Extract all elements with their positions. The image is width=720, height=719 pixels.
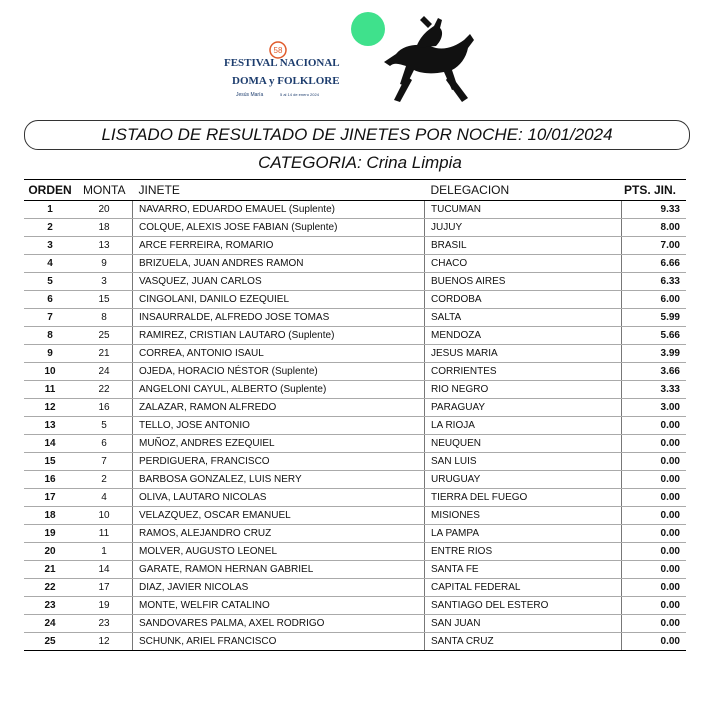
table-header-row xyxy=(24,180,686,201)
cell-orden: 16 xyxy=(24,471,76,489)
table-row xyxy=(24,453,686,471)
cell-monta: 24 xyxy=(76,363,133,381)
cell-monta: 9 xyxy=(76,255,133,273)
cell-puntos: 5.66 xyxy=(622,327,687,345)
cell-jinete: MOLVER, AUGUSTO LEONEL xyxy=(133,543,425,561)
cell-puntos: 0.00 xyxy=(622,615,687,633)
table-row xyxy=(24,309,686,327)
cell-jinete: INSAURRALDE, ALFREDO JOSE TOMAS xyxy=(133,309,425,327)
cell-orden: 24 xyxy=(24,615,76,633)
cell-jinete: ZALAZAR, RAMON ALFREDO xyxy=(133,399,425,417)
cell-delegacion: SANTA FE xyxy=(425,561,622,579)
table-row xyxy=(24,381,686,399)
table-row xyxy=(24,417,686,435)
cell-puntos: 8.00 xyxy=(622,219,687,237)
table-row xyxy=(24,597,686,615)
cell-puntos: 3.00 xyxy=(622,399,687,417)
cell-puntos: 0.00 xyxy=(622,507,687,525)
cell-delegacion: SANTA CRUZ xyxy=(425,633,622,651)
cell-orden: 15 xyxy=(24,453,76,471)
cell-monta: 23 xyxy=(76,615,133,633)
cell-monta: 5 xyxy=(76,417,133,435)
table-row xyxy=(24,543,686,561)
cell-jinete: BARBOSA GONZALEZ, LUIS NERY xyxy=(133,471,425,489)
cell-puntos: 0.00 xyxy=(622,471,687,489)
cell-delegacion: MISIONES xyxy=(425,507,622,525)
festival-logo xyxy=(222,38,352,108)
cell-delegacion: BUENOS AIRES xyxy=(425,273,622,291)
cell-delegacion: URUGUAY xyxy=(425,471,622,489)
rider-on-horse-icon xyxy=(376,14,484,106)
table-row xyxy=(24,345,686,363)
cell-monta: 11 xyxy=(76,525,133,543)
logo-line2: DOMA y FOLKLORE xyxy=(232,75,340,87)
table-row xyxy=(24,435,686,453)
cell-monta: 15 xyxy=(76,291,133,309)
cell-monta: 17 xyxy=(76,579,133,597)
cell-orden: 25 xyxy=(24,633,76,651)
cell-delegacion: CHACO xyxy=(425,255,622,273)
cell-delegacion: CORRIENTES xyxy=(425,363,622,381)
cell-delegacion: NEUQUEN xyxy=(425,435,622,453)
cell-delegacion: CAPITAL FEDERAL xyxy=(425,579,622,597)
cell-puntos: 0.00 xyxy=(622,633,687,651)
cell-puntos: 6.66 xyxy=(622,255,687,273)
cell-jinete: BRIZUELA, JUAN ANDRES RAMON xyxy=(133,255,425,273)
cell-puntos: 0.00 xyxy=(622,525,687,543)
cell-monta: 20 xyxy=(76,201,133,219)
cell-jinete: OJEDA, HORACIO NÉSTOR (Suplente) xyxy=(133,363,425,381)
cell-delegacion: PARAGUAY xyxy=(425,399,622,417)
cell-jinete: SANDOVARES PALMA, AXEL RODRIGO xyxy=(133,615,425,633)
table-row xyxy=(24,255,686,273)
cell-orden: 21 xyxy=(24,561,76,579)
cell-orden: 13 xyxy=(24,417,76,435)
cell-delegacion: CORDOBA xyxy=(425,291,622,309)
cell-orden: 14 xyxy=(24,435,76,453)
cell-orden: 1 xyxy=(24,201,76,219)
cell-orden: 19 xyxy=(24,525,76,543)
table-row xyxy=(24,471,686,489)
cell-jinete: TELLO, JOSE ANTONIO xyxy=(133,417,425,435)
cell-puntos: 7.00 xyxy=(622,237,687,255)
header-puntos: PTS. JIN. xyxy=(622,180,687,201)
cell-orden: 6 xyxy=(24,291,76,309)
cell-jinete: OLIVA, LAUTARO NICOLAS xyxy=(133,489,425,507)
cell-jinete: VASQUEZ, JUAN CARLOS xyxy=(133,273,425,291)
table-row xyxy=(24,615,686,633)
logo-number: 58 xyxy=(273,46,283,55)
header-jinete: JINETE xyxy=(133,180,425,201)
cell-orden: 22 xyxy=(24,579,76,597)
cell-jinete: SCHUNK, ARIEL FRANCISCO xyxy=(133,633,425,651)
cell-orden: 4 xyxy=(24,255,76,273)
table-row xyxy=(24,219,686,237)
cell-puntos: 9.33 xyxy=(622,201,687,219)
cell-monta: 18 xyxy=(76,219,133,237)
cell-orden: 7 xyxy=(24,309,76,327)
cell-orden: 2 xyxy=(24,219,76,237)
cell-jinete: PERDIGUERA, FRANCISCO xyxy=(133,453,425,471)
cell-monta: 8 xyxy=(76,309,133,327)
cell-delegacion: SANTIAGO DEL ESTERO xyxy=(425,597,622,615)
cell-monta: 4 xyxy=(76,489,133,507)
table-row xyxy=(24,291,686,309)
cell-jinete: DIAZ, JAVIER NICOLAS xyxy=(133,579,425,597)
cell-puntos: 0.00 xyxy=(622,435,687,453)
table-row xyxy=(24,273,686,291)
cell-monta: 19 xyxy=(76,597,133,615)
cell-monta: 22 xyxy=(76,381,133,399)
cell-monta: 1 xyxy=(76,543,133,561)
cell-monta: 14 xyxy=(76,561,133,579)
cell-delegacion: LA RIOJA xyxy=(425,417,622,435)
cell-delegacion: SAN JUAN xyxy=(425,615,622,633)
table-row xyxy=(24,237,686,255)
cell-puntos: 0.00 xyxy=(622,561,687,579)
cell-puntos: 0.00 xyxy=(622,597,687,615)
category-title: CATEGORIA: Crina Limpia xyxy=(258,153,462,172)
cell-delegacion: TIERRA DEL FUEGO xyxy=(425,489,622,507)
cell-delegacion: RIO NEGRO xyxy=(425,381,622,399)
cell-orden: 11 xyxy=(24,381,76,399)
cell-monta: 21 xyxy=(76,345,133,363)
cell-monta: 12 xyxy=(76,633,133,651)
cell-orden: 8 xyxy=(24,327,76,345)
cell-delegacion: TUCUMAN xyxy=(425,201,622,219)
cell-puntos: 0.00 xyxy=(622,417,687,435)
table-row xyxy=(24,489,686,507)
logo-place: Jesús María xyxy=(236,92,264,98)
cell-jinete: MUÑOZ, ANDRES EZEQUIEL xyxy=(133,435,425,453)
cell-monta: 7 xyxy=(76,453,133,471)
cell-puntos: 0.00 xyxy=(622,489,687,507)
header-monta: MONTA xyxy=(76,180,133,201)
cell-puntos: 5.99 xyxy=(622,309,687,327)
table-row xyxy=(24,399,686,417)
cell-orden: 3 xyxy=(24,237,76,255)
cell-orden: 20 xyxy=(24,543,76,561)
table-row xyxy=(24,579,686,597)
table-row xyxy=(24,525,686,543)
cell-monta: 3 xyxy=(76,273,133,291)
header-orden: ORDEN xyxy=(24,180,76,201)
table-row xyxy=(24,363,686,381)
cell-monta: 16 xyxy=(76,399,133,417)
table-row xyxy=(24,327,686,345)
cell-delegacion: LA PAMPA xyxy=(425,525,622,543)
cell-jinete: ARCE FERREIRA, ROMARIO xyxy=(133,237,425,255)
cell-puntos: 3.99 xyxy=(622,345,687,363)
cell-jinete: NAVARRO, EDUARDO EMAUEL (Suplente) xyxy=(133,201,425,219)
cell-jinete: CORREA, ANTONIO ISAUL xyxy=(133,345,425,363)
table-row xyxy=(24,201,686,219)
cell-monta: 13 xyxy=(76,237,133,255)
cell-monta: 10 xyxy=(76,507,133,525)
cell-puntos: 3.66 xyxy=(622,363,687,381)
cell-delegacion: SALTA xyxy=(425,309,622,327)
cell-delegacion: MENDOZA xyxy=(425,327,622,345)
cell-jinete: MONTE, WELFIR CATALINO xyxy=(133,597,425,615)
cell-orden: 12 xyxy=(24,399,76,417)
cell-orden: 5 xyxy=(24,273,76,291)
header-delegacion: DELEGACION xyxy=(425,180,622,201)
cell-orden: 18 xyxy=(24,507,76,525)
logo-dates: 5 al 14 de enero 2024 xyxy=(280,92,319,97)
cell-delegacion: SAN LUIS xyxy=(425,453,622,471)
cell-orden: 9 xyxy=(24,345,76,363)
cell-monta: 2 xyxy=(76,471,133,489)
cell-jinete: COLQUE, ALEXIS JOSE FABIAN (Suplente) xyxy=(133,219,425,237)
logo-line1: FESTIVAL NACIONAL xyxy=(224,57,340,69)
cell-delegacion: ENTRE RIOS xyxy=(425,543,622,561)
report-title: LISTADO DE RESULTADO DE JINETES POR NOCHE: 10/01/2024 xyxy=(24,120,690,150)
cell-jinete: VELAZQUEZ, OSCAR EMANUEL xyxy=(133,507,425,525)
cell-delegacion: JESUS MARIA xyxy=(425,345,622,363)
cell-puntos: 3.33 xyxy=(622,381,687,399)
cell-delegacion: BRASIL xyxy=(425,237,622,255)
cell-puntos: 0.00 xyxy=(622,543,687,561)
cell-delegacion: JUJUY xyxy=(425,219,622,237)
cell-jinete: GARATE, RAMON HERNAN GABRIEL xyxy=(133,561,425,579)
table-row xyxy=(24,561,686,579)
cell-monta: 6 xyxy=(76,435,133,453)
cell-jinete: CINGOLANI, DANILO EZEQUIEL xyxy=(133,291,425,309)
cell-puntos: 0.00 xyxy=(622,453,687,471)
cell-orden: 23 xyxy=(24,597,76,615)
table-row xyxy=(24,633,686,651)
table-row xyxy=(24,507,686,525)
cell-orden: 10 xyxy=(24,363,76,381)
cell-jinete: RAMIREZ, CRISTIAN LAUTARO (Suplente) xyxy=(133,327,425,345)
cell-jinete: ANGELONI CAYUL, ALBERTO (Suplente) xyxy=(133,381,425,399)
cell-puntos: 6.00 xyxy=(622,291,687,309)
cell-jinete: RAMOS, ALEJANDRO CRUZ xyxy=(133,525,425,543)
results-table xyxy=(24,179,686,651)
cell-puntos: 6.33 xyxy=(622,273,687,291)
cell-orden: 17 xyxy=(24,489,76,507)
cell-puntos: 0.00 xyxy=(622,579,687,597)
cell-monta: 25 xyxy=(76,327,133,345)
